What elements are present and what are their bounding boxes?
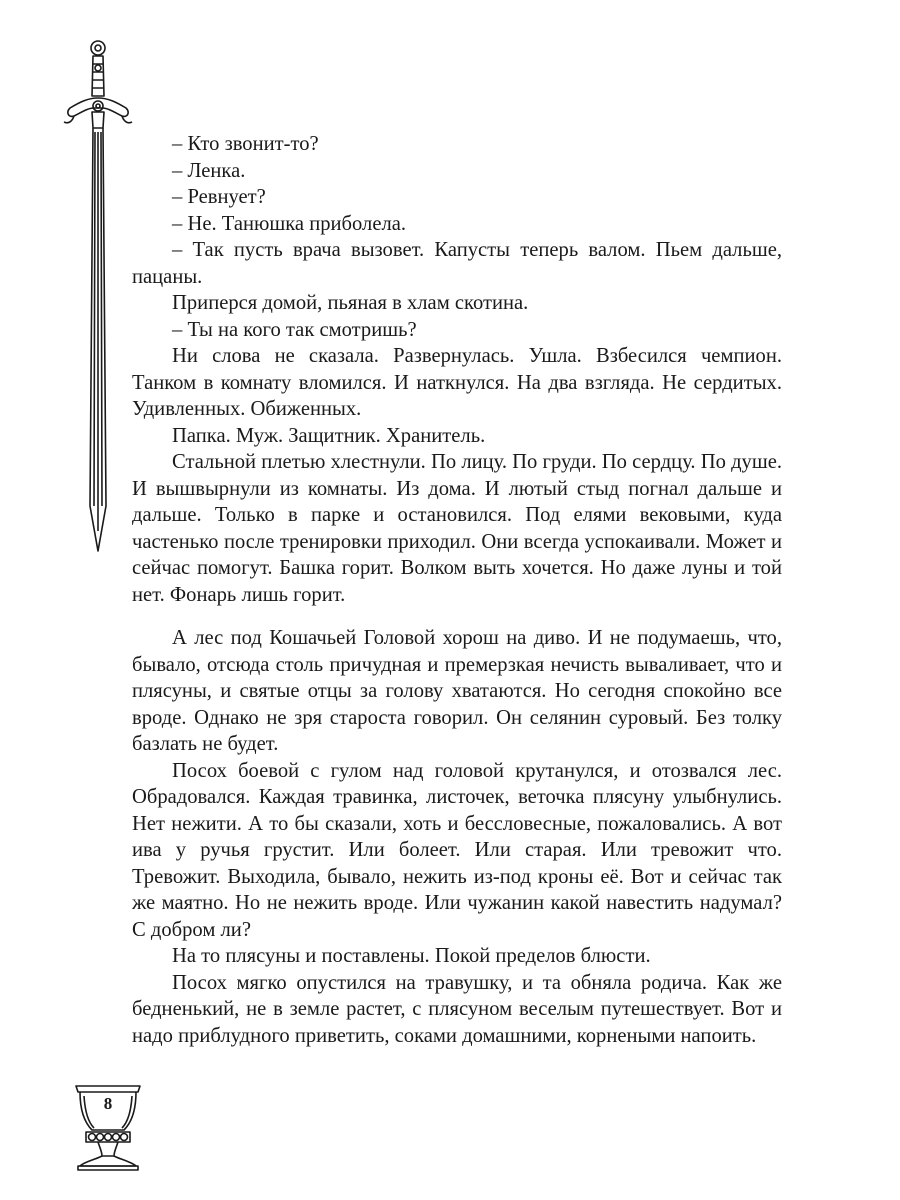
text-section-1	[132, 131, 782, 608]
paragraph: Посох мягко опустился на травушку, и та обняла родича. Как же бедненький, не в земле растет, с плясуном веселым путешествует. Вот и надо приблудного приветить, соками домашними, корнеными напоить.	[132, 971, 782, 1047]
text-section-2	[132, 625, 782, 1049]
paragraph: Папка. Муж. Защитник. Хранитель.	[172, 424, 486, 447]
paragraph: Стальной плетью хлестнули. По лицу. По груди. По сердцу. По душе. И вышвырнули из комнаты. Из дома. И лютый стыд погнал дальше и дальше. Только в парке и остановился. Под елями вековыми, куда частенько после тренировки приходил. Они всегда успокаивали. Может и сейчас помогут. Башка горит. Волком выть хочется. Но даже луны и той нет. Фонарь лишь горит.	[132, 451, 782, 606]
paragraph: Приперся домой, пьяная в хлам скотина.	[172, 292, 529, 314]
paragraph: Посох боевой с гулом над головой крутанулся, и отозвался лес. Обрадовался. Каждая травинка, листочек, веточка плясуну улыбнулись. Нет нежити. А то бы сказали, хоть и бессловесные, пожаловались. А вот ива у ручья грустит. Или болеет. Или старая. Или тревожит что. Тревожит. Выходила, бывало, нежить из-под кроны её. Вот и сейчас так же маятно. Но не нежить вроде. Или чужанин какой навестить надумал? С добром ли?	[132, 759, 782, 941]
paragraph: – Не. Танюшка приболела.	[172, 212, 407, 235]
paragraph: – Кто звонит-то?	[172, 133, 319, 155]
paragraph: А лес под Кошачьей Головой хорош на диво. И не подумаешь, что, бывало, отсюда столь причудная и премерзкая нечисть вываливает, что и плясуны, и святые отцы за голову хватаются. Но сегодня спокойно все вроде. Однако не зря староста говорил. Он селянин суровый. Без толку базлать не будет.	[132, 627, 782, 755]
paragraph: На то плясуны и поставлены. Покой пределов блюсти.	[172, 945, 651, 967]
paragraph: Ни слова не сказала. Развернулась. Ушла. Взбесился чемпион. Танком в комнату вломился. И наткнулся. На два взгляда. Не сердитых. Удивленных. Обиженных.	[132, 345, 782, 420]
paragraph: – Ленка.	[172, 159, 246, 182]
paragraph: – Ревнует?	[172, 186, 266, 208]
paragraph: – Так пусть врача вызовет. Капусты теперь валом. Пьем дальше, пацаны.	[132, 239, 782, 288]
paragraph: – Ты на кого так смотришь?	[172, 318, 417, 341]
page-number: 8	[103, 1094, 113, 1113]
